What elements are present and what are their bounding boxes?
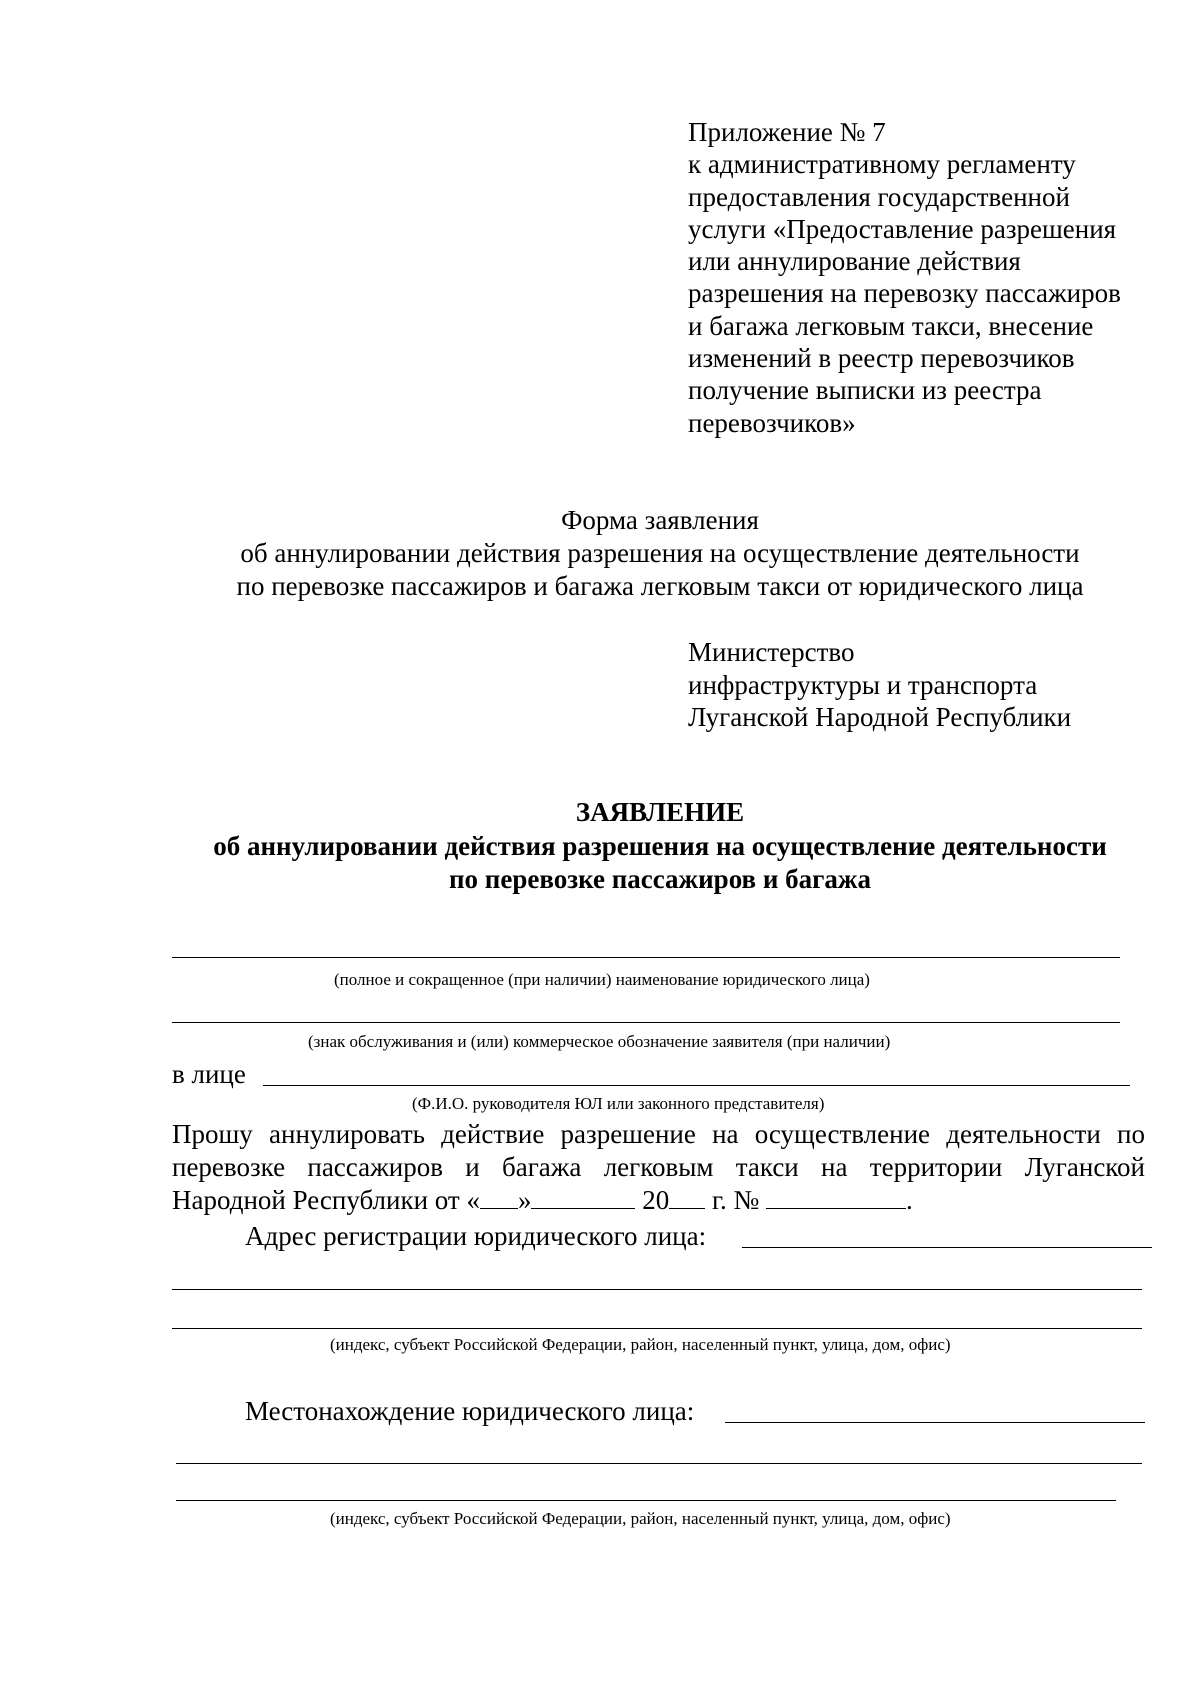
in-person-label: в лице bbox=[172, 1059, 246, 1089]
registration-address-field[interactable] bbox=[172, 1328, 1142, 1329]
location-label: Местонахождение юридического лица: bbox=[245, 1396, 695, 1426]
heading-line: об аннулировании действия разрешения на осуществление деятельности bbox=[213, 830, 1107, 861]
request-text: Народной Республики от « bbox=[172, 1185, 480, 1215]
permit-year-field[interactable] bbox=[669, 1184, 705, 1209]
heading-line: по перевозке пассажиров и багажа bbox=[448, 864, 872, 894]
registration-address-label: Адрес регистрации юридического лица: bbox=[245, 1221, 707, 1251]
request-text: . bbox=[906, 1185, 913, 1215]
form-title-line: об аннулировании действия разрешения на осуществление деятельности bbox=[240, 538, 1080, 568]
entity-name-caption: (полное и сокращенное (при наличии) наименование юридического лица) bbox=[334, 970, 870, 989]
annex-block bbox=[688, 116, 1188, 439]
representative-caption: (Ф.И.О. руководителя ЮЛ или законного представителя) bbox=[412, 1094, 825, 1113]
annex-line: получение выписки из реестра bbox=[688, 375, 1042, 406]
annex-line: услуги «Предоставление разрешения bbox=[688, 213, 1117, 244]
request-paragraph bbox=[172, 1118, 1145, 1217]
registration-address-field[interactable] bbox=[742, 1247, 1152, 1248]
addressee-line: Луганской Народной Республики bbox=[688, 702, 1072, 732]
request-text: г. № bbox=[705, 1185, 767, 1215]
request-line: перевозке пассажиров и багажа легковым такси на территории Луганской bbox=[172, 1152, 1145, 1182]
annex-line: Приложение № 7 bbox=[688, 117, 886, 147]
service-mark-caption: (знак обслуживания и (или) коммерческое обозначение заявителя (при наличии) bbox=[308, 1032, 891, 1051]
addressee-line: инфраструктуры и транспорта bbox=[688, 669, 1038, 700]
request-line-date bbox=[172, 1184, 1145, 1217]
annex-line: и багажа легковым такси, внесение bbox=[688, 310, 1094, 341]
permit-number-field[interactable] bbox=[766, 1184, 906, 1209]
annex-line: разрешения на перевозку пассажиров bbox=[688, 278, 1121, 309]
annex-line: изменений в реестр перевозчиков bbox=[688, 343, 1075, 374]
representative-field[interactable] bbox=[263, 1085, 1130, 1086]
service-mark-field[interactable] bbox=[172, 1022, 1120, 1023]
addressee-block bbox=[688, 636, 1188, 734]
registration-address-field[interactable] bbox=[172, 1289, 1142, 1290]
permit-day-field[interactable] bbox=[480, 1184, 518, 1209]
location-caption: (индекс, субъект Российской Федерации, район, населенный пункт, улица, дом, офис) bbox=[330, 1509, 951, 1528]
annex-line: перевозчиков» bbox=[688, 407, 856, 438]
location-field[interactable] bbox=[176, 1500, 1116, 1501]
permit-month-field[interactable] bbox=[531, 1184, 635, 1209]
annex-line: предоставления государственной bbox=[688, 181, 1070, 212]
registration-address-caption: (индекс, субъект Российской Федерации, район, населенный пункт, улица, дом, офис) bbox=[330, 1335, 951, 1354]
location-field[interactable] bbox=[176, 1463, 1142, 1464]
entity-name-field[interactable] bbox=[172, 957, 1120, 958]
request-text: 20 bbox=[635, 1185, 670, 1215]
document-heading bbox=[0, 796, 1200, 897]
request-text: » bbox=[517, 1185, 532, 1215]
annex-line: или аннулирование действия bbox=[688, 246, 1021, 277]
heading-line: ЗАЯВЛЕНИЕ bbox=[575, 797, 745, 827]
location-field[interactable] bbox=[725, 1422, 1145, 1423]
form-title-line: по перевозке пассажиров и багажа легковым такси от юридического лица bbox=[236, 571, 1084, 601]
form-title bbox=[0, 504, 1200, 603]
request-line: Прошу аннулировать действие разрешение на осуществление деятельности по bbox=[172, 1119, 1145, 1149]
form-title-line: Форма заявления bbox=[561, 505, 759, 535]
addressee-line: Министерство bbox=[688, 637, 855, 667]
annex-line: к административному регламенту bbox=[688, 149, 1076, 180]
